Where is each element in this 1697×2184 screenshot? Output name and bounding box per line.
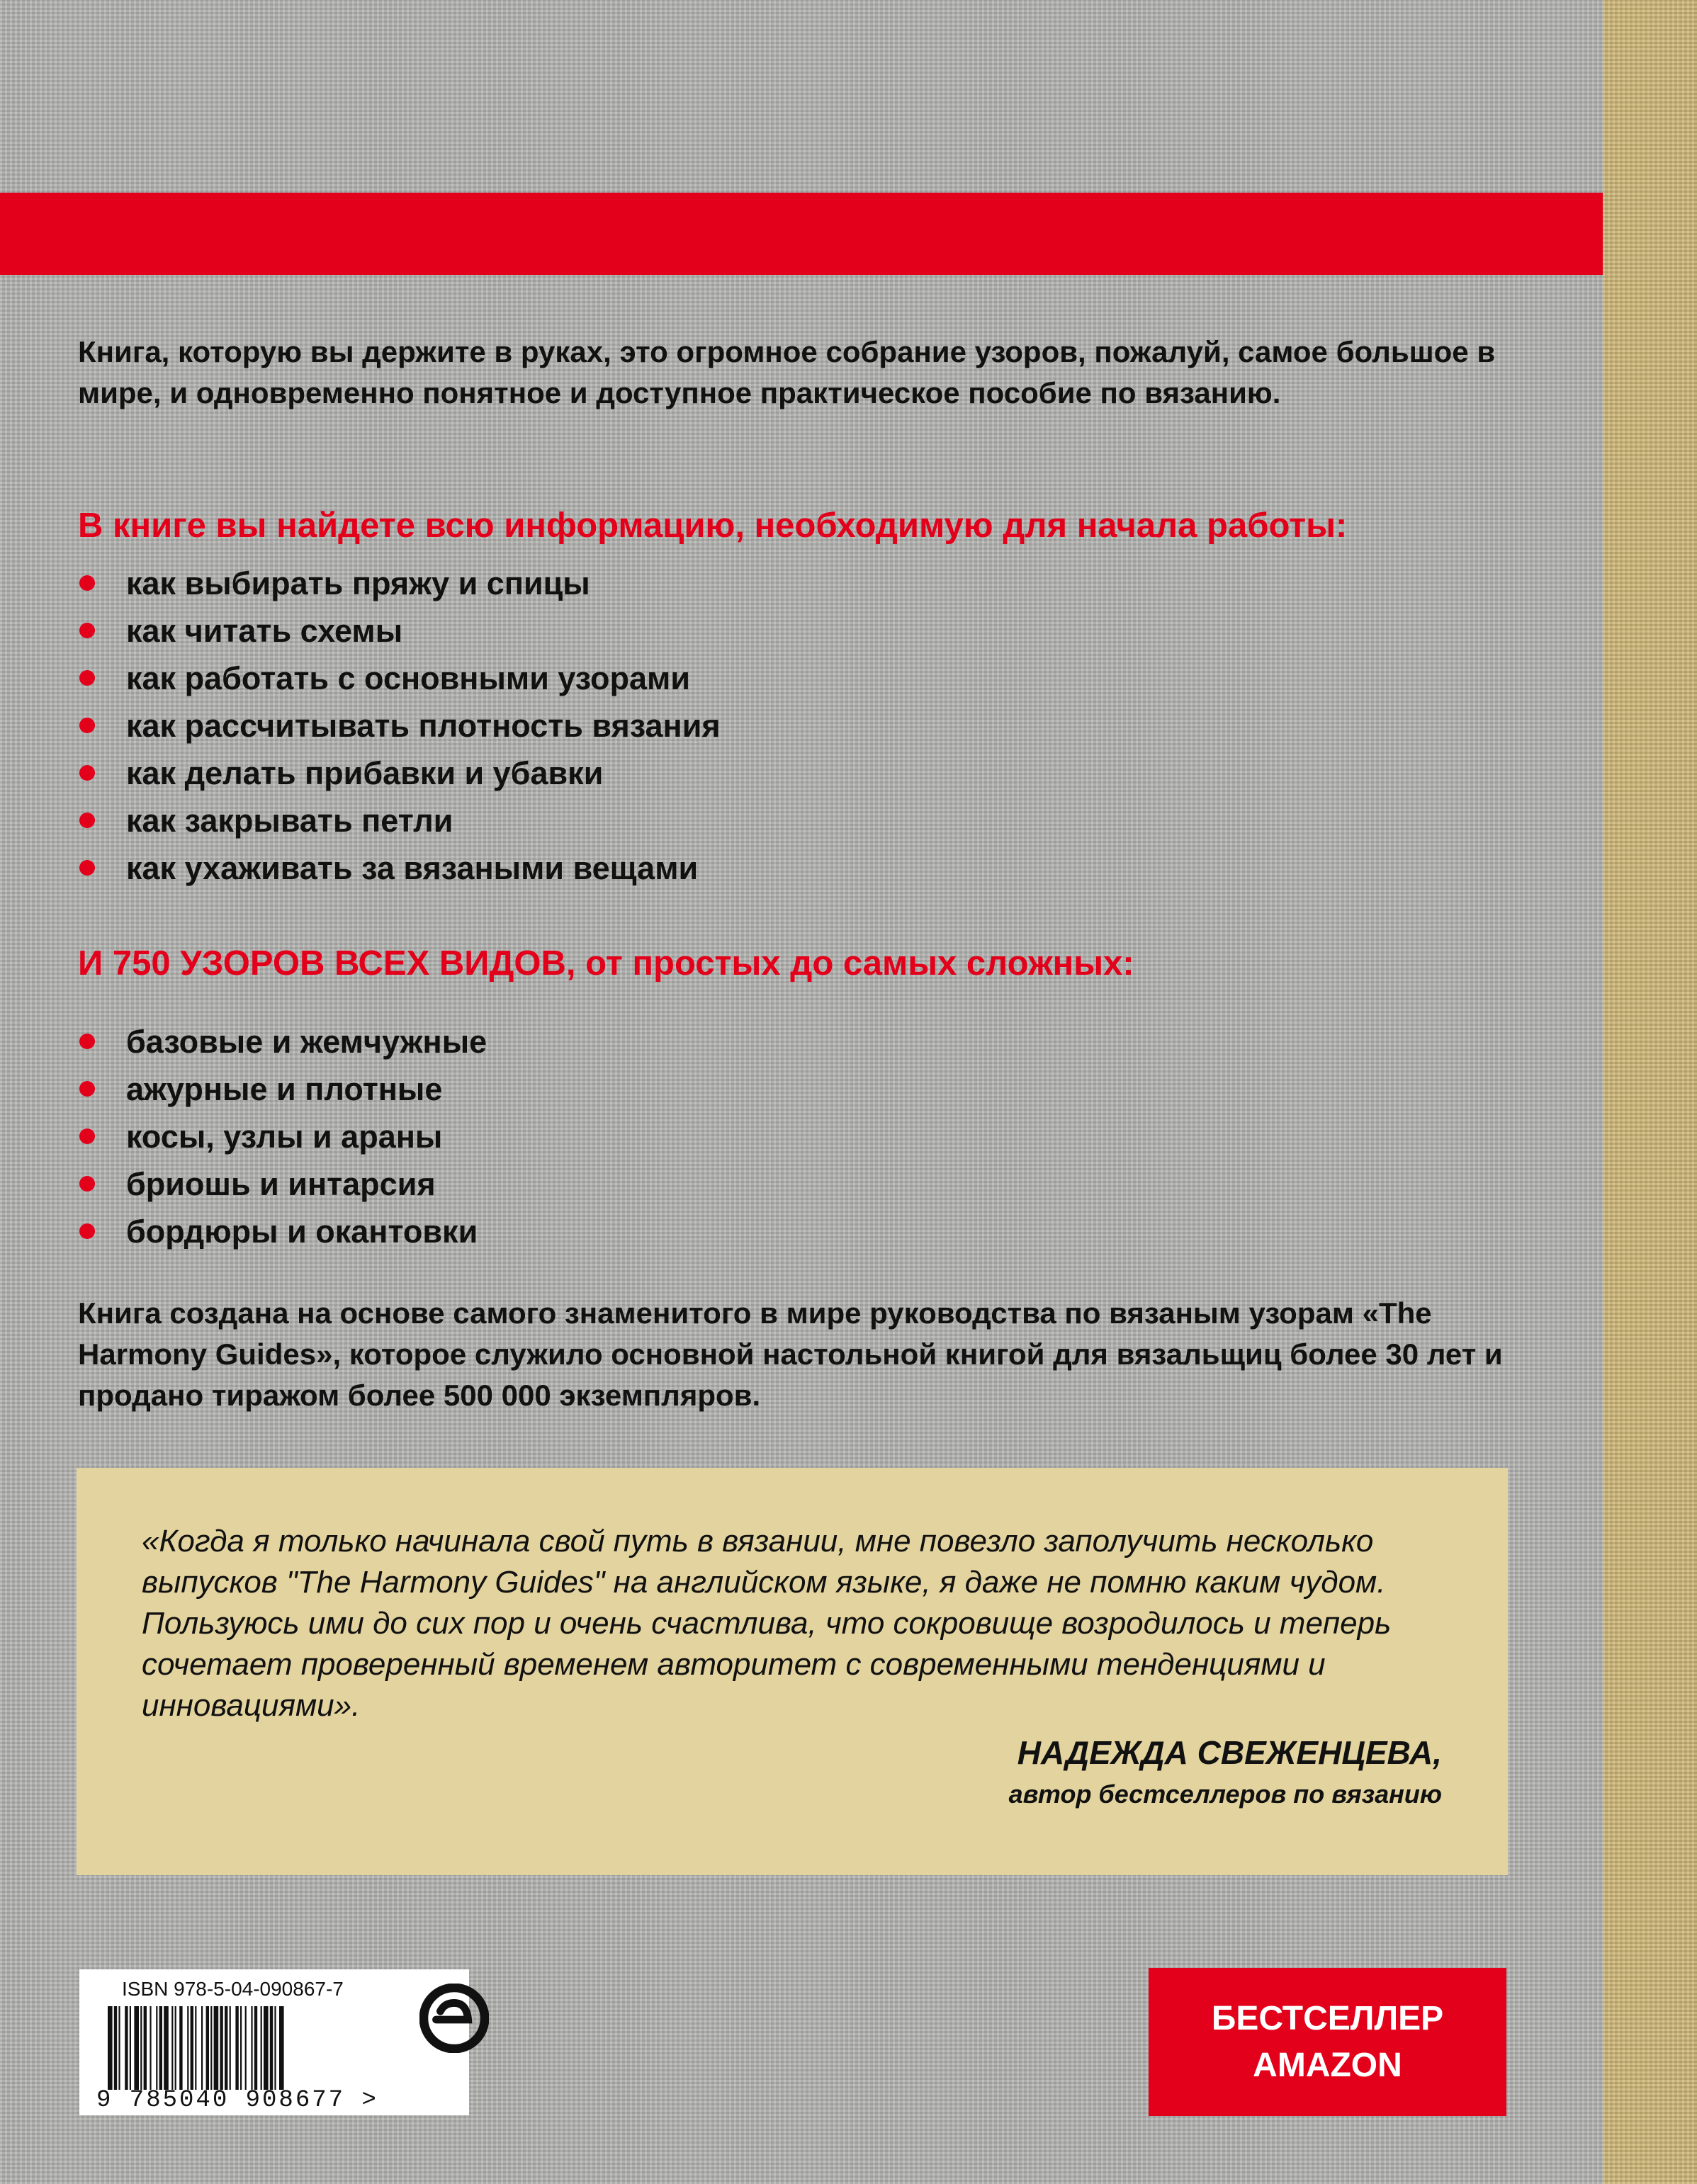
bullet-icon <box>79 575 95 591</box>
bullet-icon <box>79 1034 95 1049</box>
list-item: ажурные и плотные <box>78 1065 487 1113</box>
bullet-icon <box>79 718 95 733</box>
quote-text: «Когда я только начинала свой путь в вязании, мне повезло заполучить несколько выпусков "The Harmony Guides" на английском языке, я даже не помню каким чудом. Пользуюсь ими до сих пор и очень счастлива, что сокровище возродилось и теперь сочетает проверенный временем авторитет с современными тенденциями и инновациями». <box>142 1524 1392 1723</box>
barcode-bar <box>191 2006 193 2090</box>
barcode-digits: 9 785040 908677 > <box>96 2087 378 2114</box>
barcode-bar <box>264 2006 269 2090</box>
bullet-icon <box>79 1081 95 1097</box>
barcode-bar <box>220 2006 222 2090</box>
barcode-bar <box>179 2006 182 2090</box>
intro-paragraph: Книга, которую вы держите в руках, это огромное собрание узоров, пожалуй, самое большое в мире, и одновременно понятное и доступное практическое пособие по вязанию. <box>78 335 1496 409</box>
barcode-bar <box>235 2006 238 2090</box>
barcode-bar <box>245 2006 247 2090</box>
barcode-bar <box>144 2006 147 2090</box>
barcode-bar <box>214 2006 219 2090</box>
barcode-bar <box>254 2006 257 2090</box>
barcode-bar <box>187 2006 188 2090</box>
barcode-bar <box>118 2006 120 2090</box>
barcode-bar <box>164 2006 169 2090</box>
barcode-bar <box>206 2006 209 2090</box>
spine-strip <box>1603 0 1697 2184</box>
barcode-bar <box>230 2006 231 2090</box>
barcode-bar <box>251 2006 252 2090</box>
barcode-bar <box>175 2006 176 2090</box>
publisher-logo-icon <box>419 1984 489 2053</box>
bullet-icon <box>79 670 95 686</box>
badge-line-2: AMAZON <box>1253 2046 1402 2084</box>
red-band <box>0 193 1603 275</box>
bullet-icon <box>79 1128 95 1144</box>
barcode-bar <box>225 2006 227 2090</box>
quote-author-role: автор бестселлеров по вязанию <box>1008 1780 1442 1809</box>
list-item: как делать прибавки и убавки <box>78 749 721 797</box>
bestseller-badge <box>1149 1968 1506 2116</box>
bullet-icon <box>79 1223 95 1239</box>
barcode-bar <box>130 2006 131 2090</box>
barcode-bars <box>108 2006 427 2090</box>
isbn-label: ISBN 978-5-04-090867-7 <box>122 1978 344 2000</box>
list-item: как закрывать петли <box>78 797 721 844</box>
closing-paragraph: Книга создана на основе самого знаменитого в мире руководства по вязаным узорам «The Harmony Guides», которое служило основной настольной книгой для вязальщиц более 30 лет и продано тиражом более 500 000 экземпляров. <box>78 1296 1503 1412</box>
bullet-icon <box>79 813 95 828</box>
barcode-bar <box>134 2006 139 2090</box>
barcode-bar <box>108 2006 113 2090</box>
list-item: бриошь и интарсия <box>78 1160 487 1208</box>
barcode <box>79 1969 469 2115</box>
bullet-icon <box>79 1176 95 1192</box>
bullet-icon <box>79 860 95 876</box>
list-item: как ухаживать за вязаными вещами <box>78 844 721 892</box>
list-item: как рассчитывать плотность вязания <box>78 702 721 749</box>
quote-author: НАДЕЖДА СВЕЖЕНЦЕВА, <box>1017 1734 1442 1771</box>
barcode-bar <box>261 2006 262 2090</box>
barcode-bar <box>150 2006 151 2090</box>
barcode-bar <box>210 2006 212 2090</box>
info-list <box>78 560 721 892</box>
bullet-icon <box>79 765 95 781</box>
patterns-list <box>78 1018 487 1255</box>
barcode-bar <box>125 2006 128 2090</box>
list-item: косы, узлы и араны <box>78 1113 487 1160</box>
info-heading: В книге вы найдете всю информацию, необходимую для начала работы: <box>78 507 1348 545</box>
barcode-bar <box>201 2006 203 2090</box>
quote-box <box>77 1468 1508 1875</box>
barcode-bar <box>274 2006 276 2090</box>
barcode-bar <box>156 2006 157 2090</box>
barcode-bar <box>140 2006 142 2090</box>
list-item: базовые и жемчужные <box>78 1018 487 1065</box>
barcode-bar <box>240 2006 242 2090</box>
bullet-icon <box>79 623 95 638</box>
barcode-bar <box>195 2006 196 2090</box>
barcode-bar <box>114 2006 117 2090</box>
barcode-bar <box>171 2006 173 2090</box>
barcode-bar <box>279 2006 284 2090</box>
barcode-bar <box>270 2006 273 2090</box>
list-item: как работать с основными узорами <box>78 655 721 702</box>
list-item: как читать схемы <box>78 607 721 655</box>
badge-line-1: БЕСТСЕЛЛЕР <box>1211 1999 1444 2037</box>
patterns-heading: И 750 УЗОРОВ ВСЕХ ВИДОВ, от простых до самых сложных: <box>78 944 1134 983</box>
list-item: бордюры и окантовки <box>78 1208 487 1255</box>
barcode-bar <box>159 2006 162 2090</box>
list-item: как выбирать пряжу и спицы <box>78 560 721 607</box>
